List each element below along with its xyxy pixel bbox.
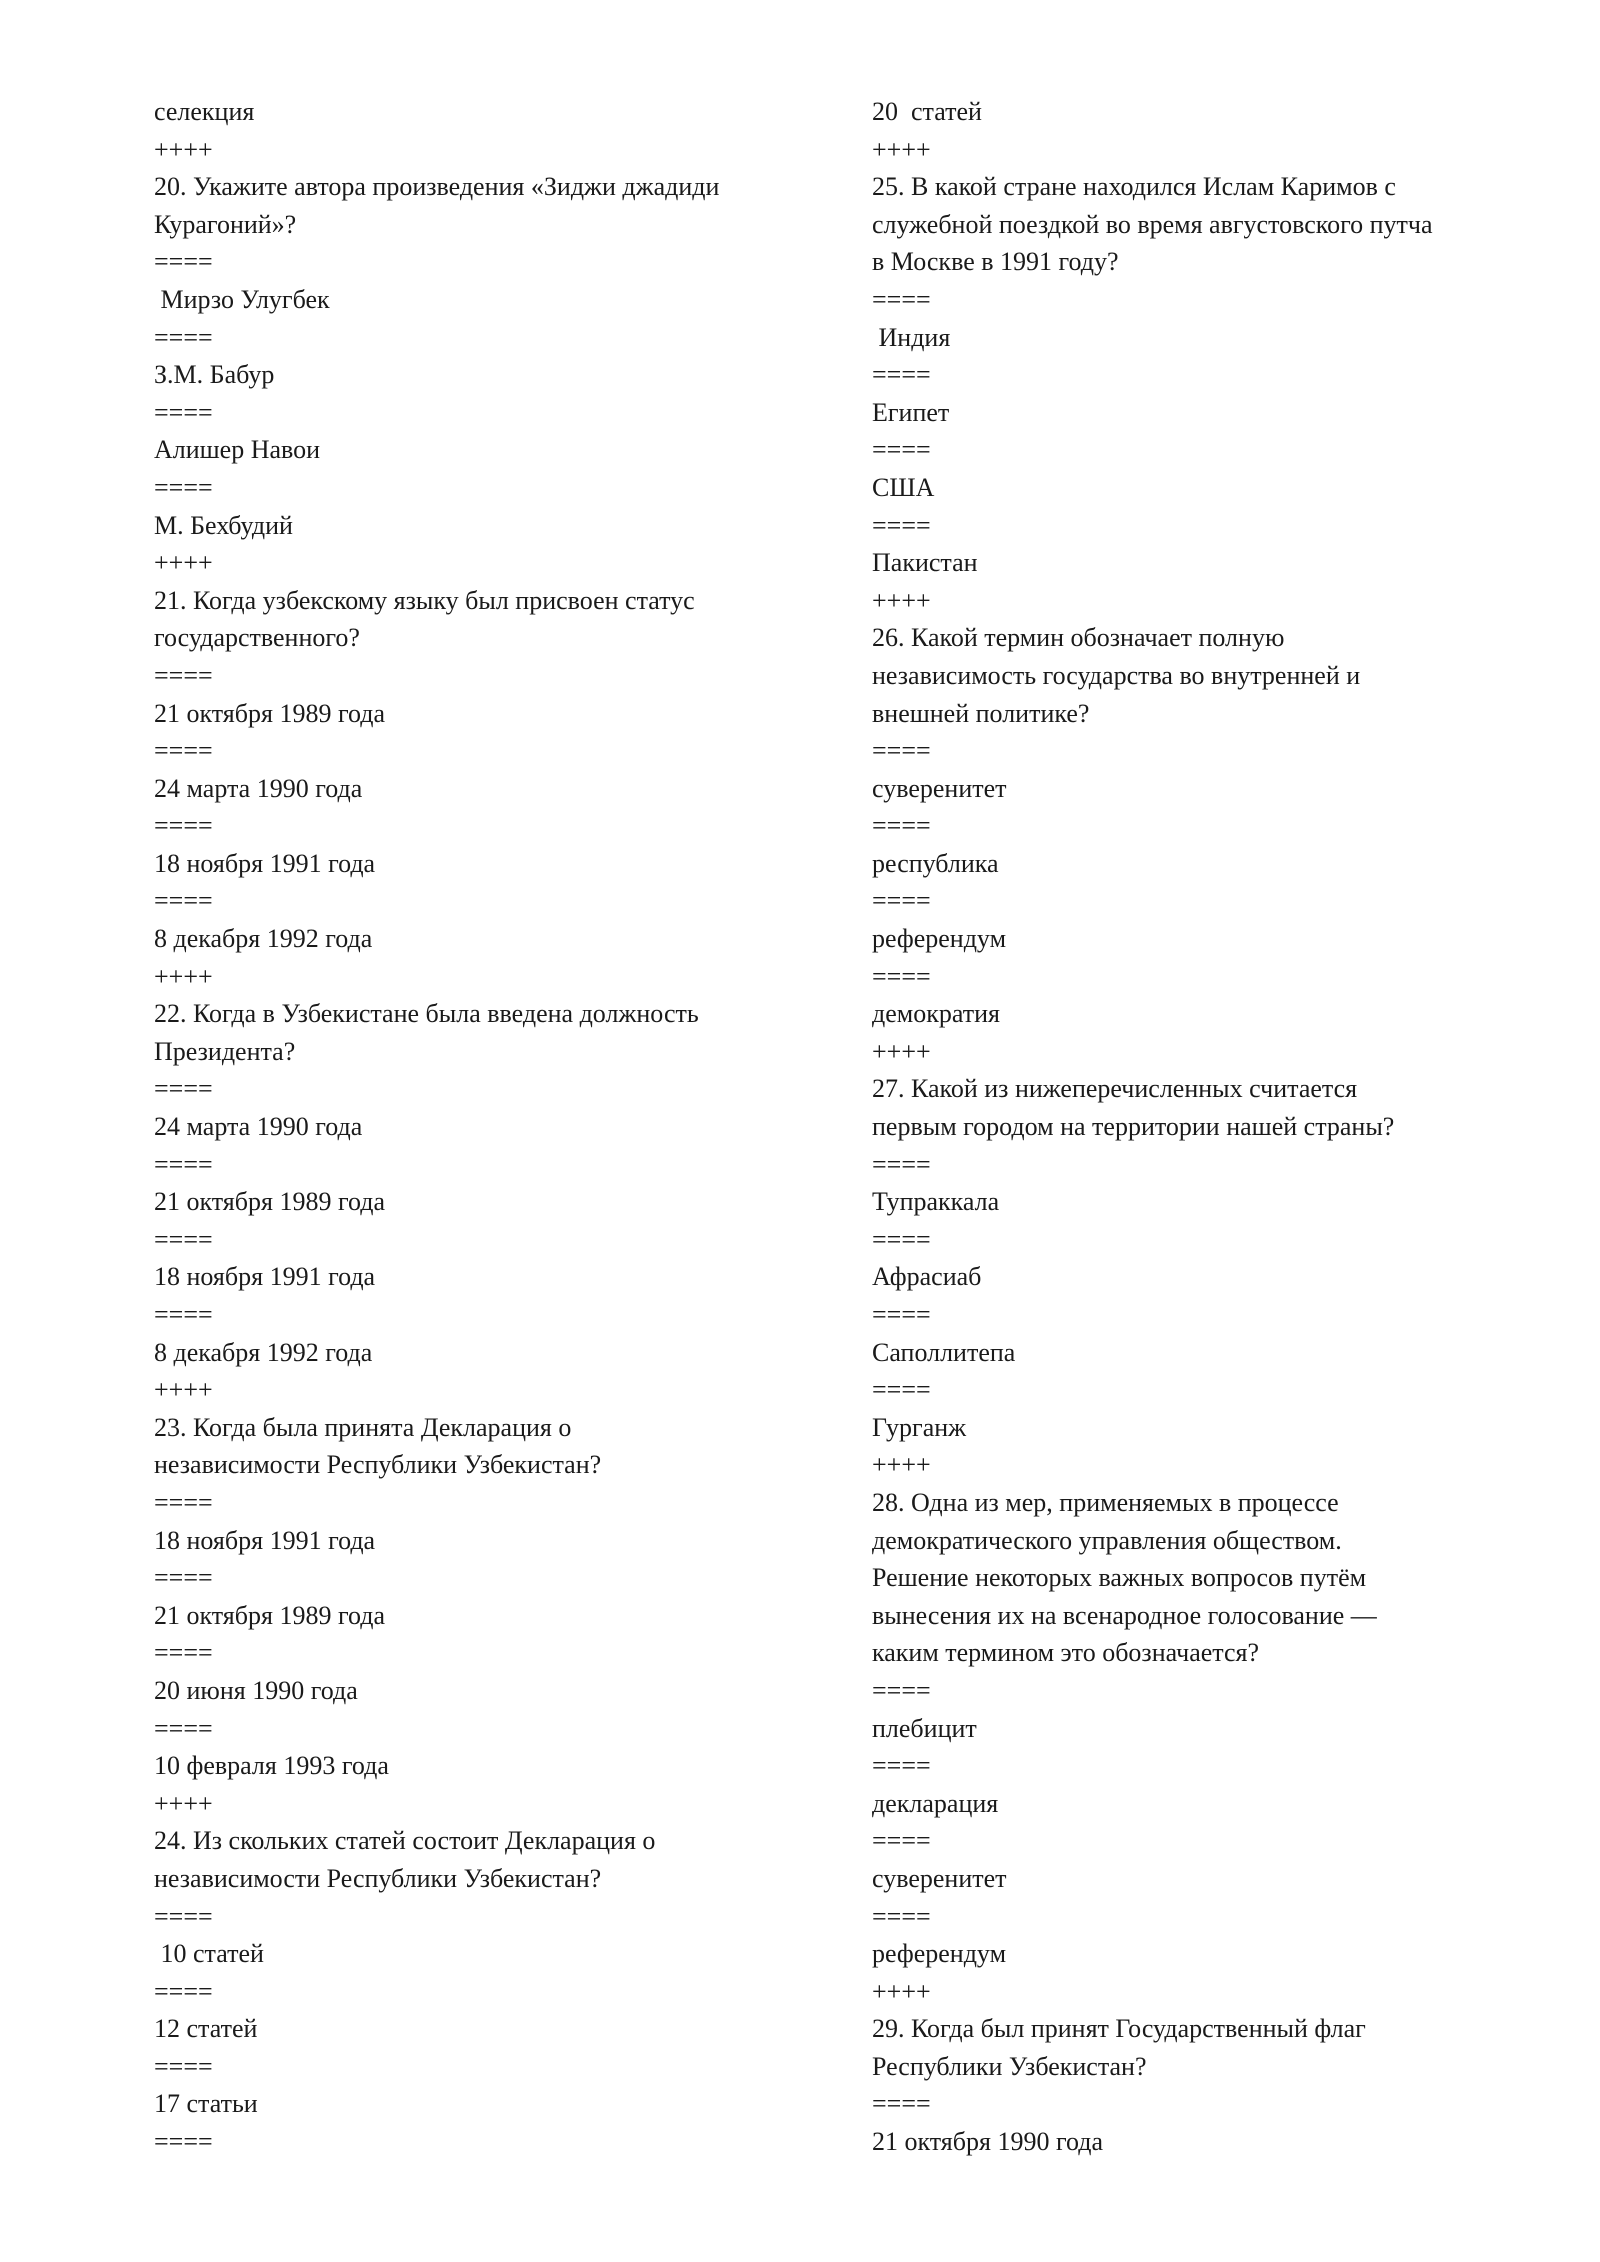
text-line: ==== — [872, 2089, 931, 2119]
text-line: независимости Республики Узбекистан? — [154, 1863, 602, 1893]
text-line: 29. Когда был принят Государственный флаг — [872, 2014, 1366, 2044]
text-line: 17 статьи — [154, 2089, 258, 2119]
text-line: З.М. Бабур — [154, 360, 275, 390]
text-line: 21 октября 1989 года — [154, 698, 385, 728]
text-line: Египет — [872, 397, 950, 427]
text-line: ++++ — [872, 1036, 931, 1066]
text-line: государственного? — [154, 623, 360, 653]
text-line: 18 ноября 1991 года — [154, 848, 376, 878]
text-line: ++++ — [872, 585, 931, 615]
left-column — [154, 93, 794, 2161]
text-line: 21 октября 1989 года — [154, 1600, 385, 1630]
text-line: селекция — [154, 97, 255, 126]
text-line: ==== — [872, 1300, 931, 1329]
text-line: ==== — [872, 1224, 931, 1254]
text-line: республика — [872, 848, 999, 878]
text-line: 8 декабря 1992 года — [154, 1337, 373, 1367]
text-line: 28. Одна из мер, применяемых в процессе — [872, 1487, 1339, 1517]
text-line: независимость государства во внутренней и — [872, 660, 1361, 690]
text-line: 24 марта 1990 года — [154, 773, 363, 803]
text-line: 10 статей — [154, 1939, 264, 1969]
text-line: 18 ноября 1991 года — [154, 1525, 376, 1555]
text-line: независимости Республики Узбекистан? — [154, 1450, 602, 1480]
text-line: в Москве в 1991 году? — [872, 247, 1119, 277]
text-line: ==== — [154, 397, 213, 427]
text-line: ==== — [154, 1976, 213, 2006]
text-line: Мирзо Улугбек — [154, 284, 330, 314]
text-line: вынесения их на всенародное голосование — — [872, 1600, 1377, 1630]
text-line: 24. Из скольких статей состоит Декларация о — [154, 1826, 656, 1856]
text-line: ==== — [154, 736, 213, 766]
text-line: декларация — [872, 1788, 999, 1818]
text-line: 20 июня 1990 года — [154, 1675, 358, 1705]
text-line: 20 статей — [872, 97, 982, 126]
text-line: 22. Когда в Узбекистане была введена должность — [154, 999, 699, 1029]
text-line: ==== — [872, 1751, 931, 1781]
text-line: ==== — [154, 1074, 213, 1104]
text-line: 21 октября 1990 года — [872, 2127, 1103, 2157]
text-line: Тупраккала — [872, 1187, 1000, 1217]
text-line: Алишер Навои — [154, 435, 321, 465]
text-line: ==== — [154, 811, 213, 841]
text-line: служебной поездкой во время августовского путча — [872, 209, 1433, 239]
text-line: ==== — [154, 1487, 213, 1517]
text-line: 18 ноября 1991 года — [154, 1262, 376, 1292]
text-line: ++++ — [154, 961, 213, 991]
text-line: ==== — [872, 435, 931, 465]
text-line: суверенитет — [872, 773, 1007, 803]
text-line: первым городом на территории нашей страны? — [872, 1112, 1395, 1142]
text-line: ==== — [154, 2127, 213, 2157]
text-line: США — [872, 472, 935, 502]
text-line: ==== — [872, 1149, 931, 1179]
text-line: ==== — [154, 472, 213, 502]
text-line: ==== — [154, 886, 213, 916]
text-line: ++++ — [872, 134, 931, 164]
text-line: ++++ — [154, 134, 213, 164]
text-line: ==== — [154, 1638, 213, 1668]
text-line: 24 марта 1990 года — [154, 1112, 363, 1142]
text-line: 10 февраля 1993 года — [154, 1751, 389, 1781]
text-line: ++++ — [154, 548, 213, 578]
text-line: ==== — [154, 660, 213, 690]
text-line: 21. Когда узбекскому языку был присвоен статус — [154, 585, 695, 615]
text-line: ==== — [154, 1300, 213, 1329]
text-line: Курагоний»? — [154, 209, 297, 239]
text-line: референдум — [872, 1939, 1007, 1969]
text-line: ==== — [872, 284, 931, 314]
text-line: ++++ — [872, 1450, 931, 1480]
text-line: суверенитет — [872, 1863, 1007, 1893]
text-line: ==== — [872, 736, 931, 766]
text-line: демократия — [872, 999, 1000, 1029]
right-column — [872, 93, 1512, 2161]
text-line: ==== — [872, 961, 931, 991]
text-line: ==== — [154, 247, 213, 277]
text-line: 12 статей — [154, 2014, 258, 2044]
text-line: каким термином это обозначается? — [872, 1638, 1259, 1668]
text-line: 21 октября 1989 года — [154, 1187, 385, 1217]
text-line: 20. Укажите автора произведения «Зиджи джадиди — [154, 172, 720, 202]
text-line: ==== — [872, 811, 931, 841]
text-line: М. Бехбудий — [154, 510, 293, 540]
text-line: Республики Узбекистан? — [872, 2051, 1147, 2081]
text-line: Пакистан — [872, 548, 978, 578]
text-line: ++++ — [872, 1976, 931, 2006]
text-line: ==== — [154, 1149, 213, 1179]
text-line: ==== — [872, 1901, 931, 1931]
text-line: Индия — [872, 322, 951, 352]
text-line: ++++ — [154, 1788, 213, 1818]
text-line: ==== — [872, 510, 931, 540]
text-line: ==== — [154, 1563, 213, 1593]
text-line: Афрасиаб — [872, 1262, 982, 1292]
text-line: ==== — [872, 360, 931, 390]
text-line: внешней политике? — [872, 698, 1090, 728]
text-line: референдум — [872, 924, 1007, 954]
text-line: Президента? — [154, 1036, 296, 1066]
text-line: 8 декабря 1992 года — [154, 924, 373, 954]
text-line: ==== — [154, 2051, 213, 2081]
text-line: Решение некоторых важных вопросов путём — [872, 1563, 1367, 1593]
text-line: ==== — [154, 1901, 213, 1931]
text-line: 23. Когда была принята Декларация о — [154, 1412, 572, 1442]
text-line: демократического управления обществом. — [872, 1525, 1342, 1555]
text-line: 27. Какой из нижеперечисленных считается — [872, 1074, 1358, 1104]
text-line: ==== — [872, 886, 931, 916]
text-line: плебицит — [872, 1713, 977, 1743]
text-line: ++++ — [154, 1375, 213, 1405]
text-line: Гурганж — [872, 1412, 967, 1442]
text-line: ==== — [154, 1713, 213, 1743]
text-line: ==== — [872, 1826, 931, 1856]
text-line: 25. В какой стране находился Ислам Каримов с — [872, 172, 1396, 202]
text-line: ==== — [154, 322, 213, 352]
text-line: ==== — [154, 1224, 213, 1254]
text-line: 26. Какой термин обозначает полную — [872, 623, 1285, 653]
text-line: ==== — [872, 1375, 931, 1405]
text-line: ==== — [872, 1675, 931, 1705]
text-line: Саполлитепа — [872, 1337, 1016, 1367]
